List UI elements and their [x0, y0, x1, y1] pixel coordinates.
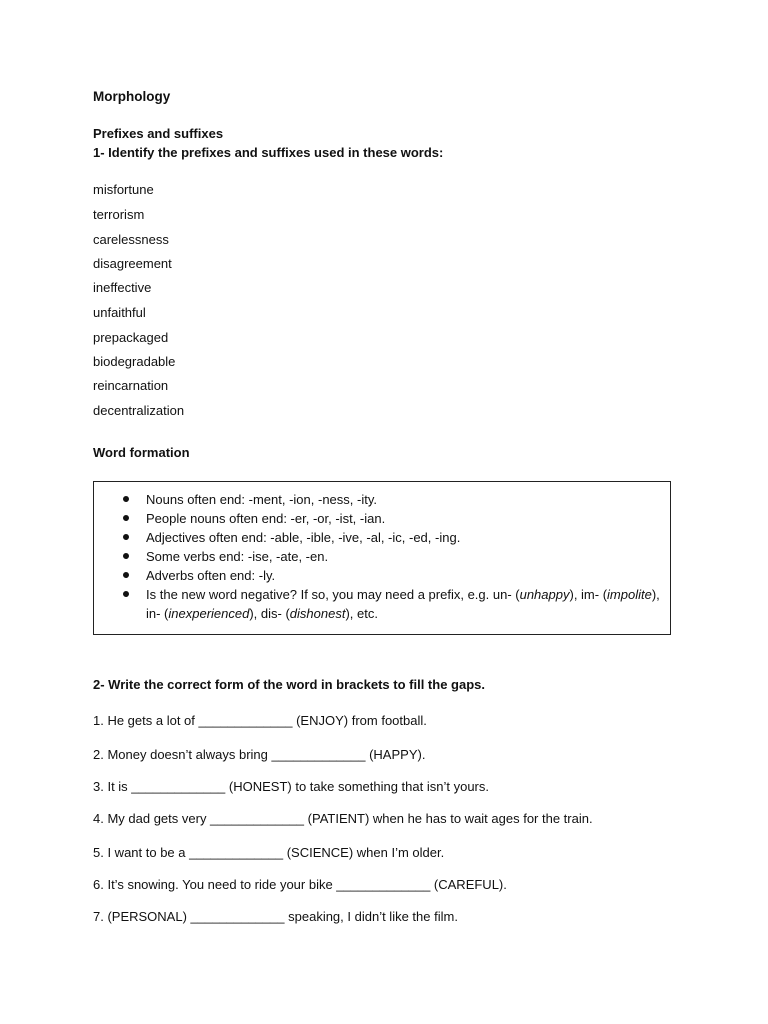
exercise-item: 2. Money doesn’t always bring _____________ (HAPPY). — [93, 747, 426, 762]
list-item: ineffective — [93, 280, 152, 295]
text-run: ), — [651, 587, 660, 602]
list-item: disagreement — [93, 256, 172, 271]
example-word: dishonest — [289, 606, 346, 621]
bullet-text: Adverbs often end: -ly. — [146, 568, 276, 583]
list-item: terrorism — [93, 207, 145, 222]
bullet-item — [122, 566, 662, 585]
page-title: Morphology — [93, 89, 171, 104]
list-item: decentralization — [93, 403, 185, 418]
example-word: unhappy — [519, 587, 570, 602]
bullet-text-line-1 — [146, 585, 662, 604]
list-item: prepackaged — [93, 330, 169, 345]
exercise-item: 3. It is _____________ (HONEST) to take something that isn’t yours. — [93, 779, 489, 794]
bullet-item — [122, 490, 662, 509]
list-item: biodegradable — [93, 354, 176, 369]
exercise-1-instruction: 1- Identify the prefixes and suffixes used in these words: — [93, 145, 444, 160]
list-item: reincarnation — [93, 378, 169, 393]
bullet-dot-icon — [123, 553, 129, 559]
exercise-2-instruction: 2- Write the correct form of the word in brackets to fill the gaps. — [93, 677, 485, 692]
exercise-item: 4. My dad gets very _____________ (PATIENT) when he has to wait ages for the train. — [93, 811, 593, 826]
bullet-text: Some verbs end: -ise, -ate, -en. — [146, 549, 329, 564]
exercise-item: 6. It’s snowing. You need to ride your bike _____________ (CAREFUL). — [93, 877, 507, 892]
bullet-item — [122, 528, 662, 547]
bullet-dot-icon — [123, 534, 129, 540]
section-heading-prefixes: Prefixes and suffixes — [93, 126, 224, 141]
bullet-dot-icon — [123, 515, 129, 521]
exercise-item: 5. I want to be a _____________ (SCIENCE) when I’m older. — [93, 845, 445, 860]
bullet-text-line-2 — [146, 604, 662, 623]
bullet-text: People nouns often end: -er, -or, -ist, -ian. — [146, 511, 386, 526]
exercise-item: 7. (PERSONAL) _____________ speaking, I didn’t like the film. — [93, 909, 458, 924]
example-word: impolite — [607, 587, 652, 602]
list-item: misfortune — [93, 182, 154, 197]
bullet-dot-icon — [123, 496, 129, 502]
bullet-item-negative-prefix — [122, 585, 662, 623]
text-run: in- ( — [146, 606, 169, 621]
bullet-text: Adjectives often end: -able, -ible, -ive, -al, -ic, -ed, -ing. — [146, 530, 461, 545]
word-formation-box — [93, 481, 671, 635]
section-heading-word-formation: Word formation — [93, 445, 190, 460]
example-word: inexperienced — [168, 606, 250, 621]
exercise-item: 1. He gets a lot of _____________ (ENJOY) from football. — [93, 713, 427, 728]
bullet-list — [122, 490, 662, 623]
bullet-item — [122, 547, 662, 566]
text-run: Is the new word negative? If so, you may need a prefix, e.g. un- ( — [146, 587, 520, 602]
bullet-item — [122, 509, 662, 528]
list-item: unfaithful — [93, 305, 146, 320]
list-item: carelessness — [93, 232, 169, 247]
bullet-dot-icon — [123, 572, 129, 578]
text-run: ), etc. — [345, 606, 378, 621]
bullet-text: Nouns often end: -ment, -ion, -ness, -ity. — [146, 492, 377, 507]
text-run: ), dis- ( — [249, 606, 290, 621]
bullet-dot-icon — [123, 591, 129, 597]
text-run: ), im- ( — [569, 587, 608, 602]
